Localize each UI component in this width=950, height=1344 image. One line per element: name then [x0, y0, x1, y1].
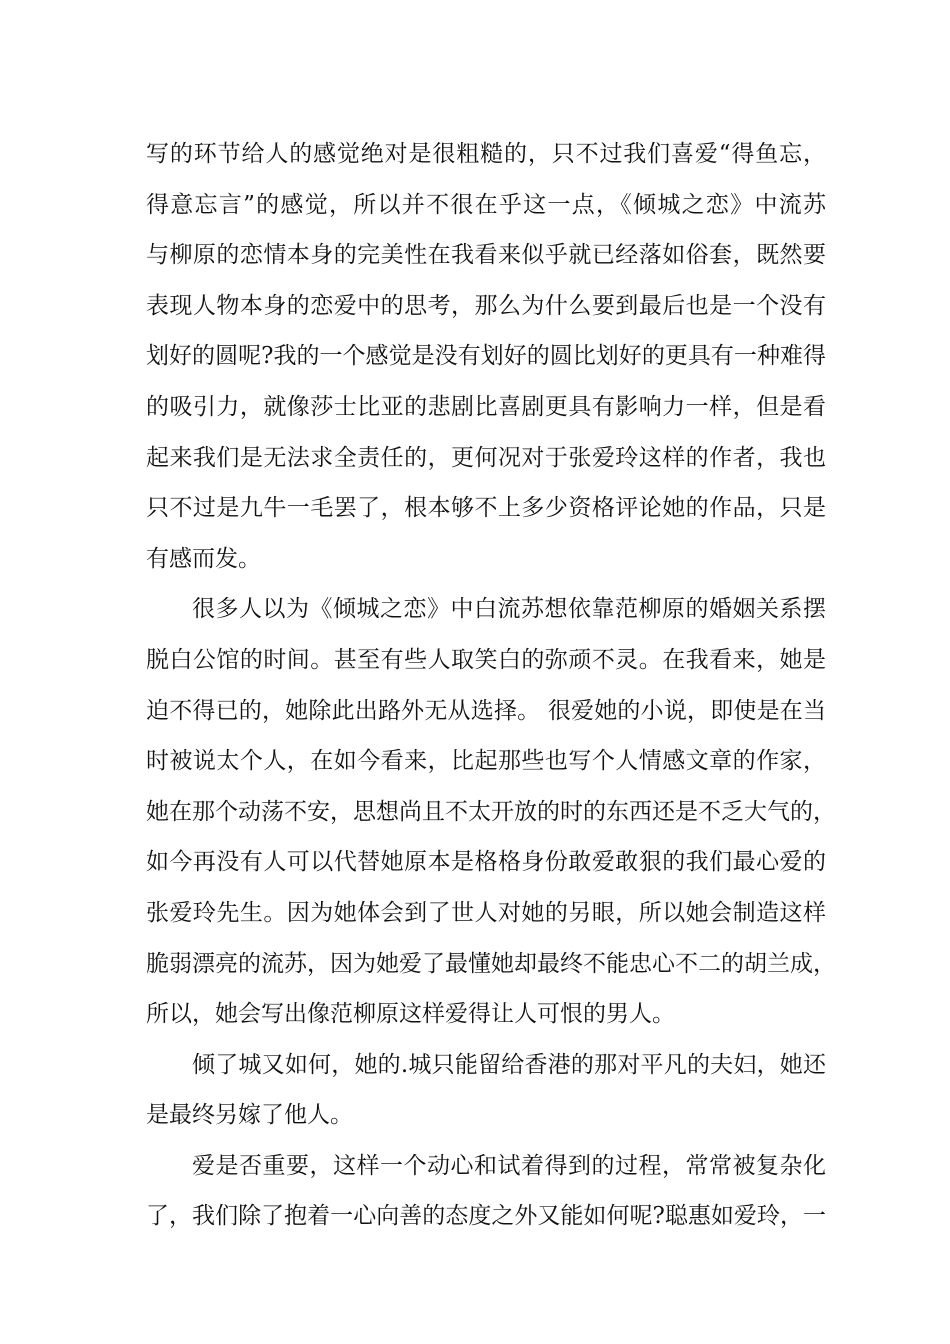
- paragraph: [146, 1040, 826, 1141]
- document-body: [146, 129, 836, 1242]
- text-line: 爱是否重要，这样一个动心和试着得到的过程，常常被复杂化: [192, 1152, 826, 1179]
- text-line: 迫不得已的，她除此出路外无从选择。 很爱她的小说，即使是在当: [146, 697, 826, 724]
- paragraph: [146, 1141, 826, 1242]
- text-line: 如今再没有人可以代替她原本是格格身份敢爱敢狠的我们最心爱的: [146, 849, 826, 876]
- text-line: 写的环节给人的感觉绝对是很粗糙的，只不过我们喜爱“得鱼忘，: [146, 141, 826, 167]
- text-line: 脱白公馆的时间。甚至有些人取笑白的弥顽不灵。在我看来，她是: [146, 646, 826, 673]
- text-line: 的吸引力，就像莎士比亚的悲剧比喜剧更具有影响力一样，但是看: [146, 393, 826, 420]
- text-line: 倾了城又如何，她的.城只能留给香港的那对平凡的夫妇，她还: [192, 1051, 826, 1078]
- text-line: 时被说太个人，在如今看来，比起那些也写个人情感文章的作家，: [146, 748, 826, 775]
- text-line: 表现人物本身的恋爱中的思考，那么为什么要到最后也是一个没有: [146, 292, 826, 319]
- text-line: 很多人以为《倾城之恋》中白流苏想依靠范柳原的婚姻关系摆: [192, 596, 826, 623]
- text-line: 得意忘言”的感觉，所以并不很在乎这一点，《倾城之恋》中流苏: [146, 191, 826, 218]
- text-line: 只不过是九牛一毛罢了，根本够不上多少资格评论她的作品，只是: [146, 495, 826, 522]
- text-line: 划好的圆呢?我的一个感觉是没有划好的圆比划好的更具有一种难得: [146, 343, 826, 370]
- text-line: 了，我们除了抱着一心向善的态度之外又能如何呢?聪惠如爱玲，一: [146, 1203, 826, 1230]
- text-line: 有感而发。: [146, 545, 261, 572]
- text-line: 所以，她会写出像范柳原这样爱得让人可恨的男人。: [146, 1001, 675, 1028]
- text-line: 与柳原的恋情本身的完美性在我看来似乎就已经落如俗套，既然要: [146, 242, 826, 269]
- text-line: 脆弱漂亮的流苏，因为她爱了最懂她却最终不能忠心不二的胡兰成，: [146, 950, 836, 977]
- paragraph: [146, 584, 836, 1039]
- text-line: 起来我们是无法求全责任的，更何况对于张爱玲这样的作者，我也: [146, 444, 826, 471]
- text-line: 张爱玲先生。因为她体会到了世人对她的另眼，所以她会制造这样: [146, 899, 826, 926]
- text-line: 她在那个动荡不安，思想尚且不太开放的时的东西还是不乏大气的，: [146, 798, 836, 825]
- paragraph: [146, 129, 826, 584]
- text-line: 是最终另嫁了他人。: [146, 1102, 353, 1129]
